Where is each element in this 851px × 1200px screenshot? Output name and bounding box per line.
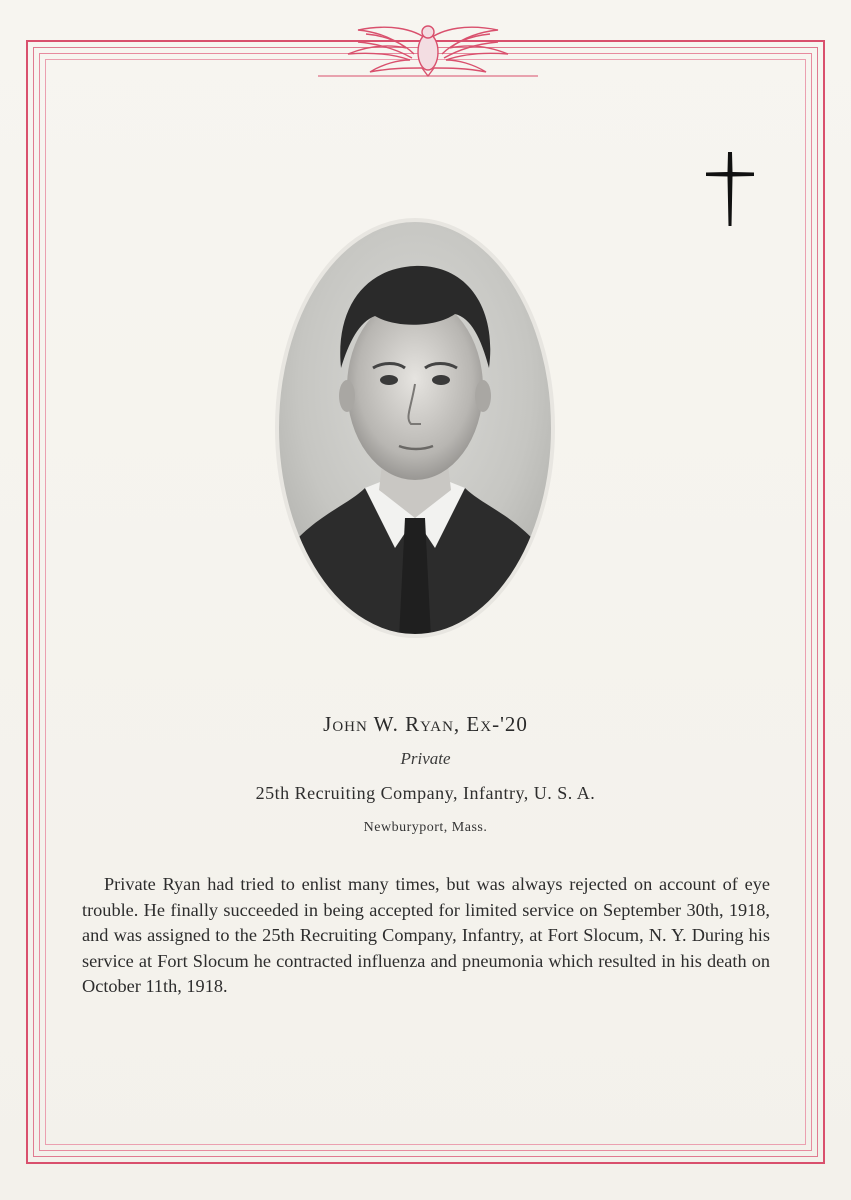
cross-icon bbox=[704, 150, 756, 228]
soldier-rank: Private bbox=[400, 749, 451, 768]
biography-paragraph: Private Ryan had tried to enlist many times, but was always rejected on account of eye trouble. He finally succeeded in being accepted for limited service on September 30th, 1918, and was assigned to the 25th Recruiting Company, Infantry, at Fort Slocum, N. Y. During his service at Fort Slocum he contracted influenza and pneumonia which resulted in his death on October 11th, 1918. bbox=[82, 874, 770, 996]
soldier-hometown: Newburyport, Mass. bbox=[363, 820, 488, 835]
eagle-emblem bbox=[318, 18, 538, 78]
portrait-photo bbox=[275, 218, 555, 638]
soldier-unit: 25th Recruiting Company, Infantry, U. S. A. bbox=[255, 783, 596, 803]
soldier-name: John W. Ryan, Ex-'20 bbox=[323, 712, 528, 736]
